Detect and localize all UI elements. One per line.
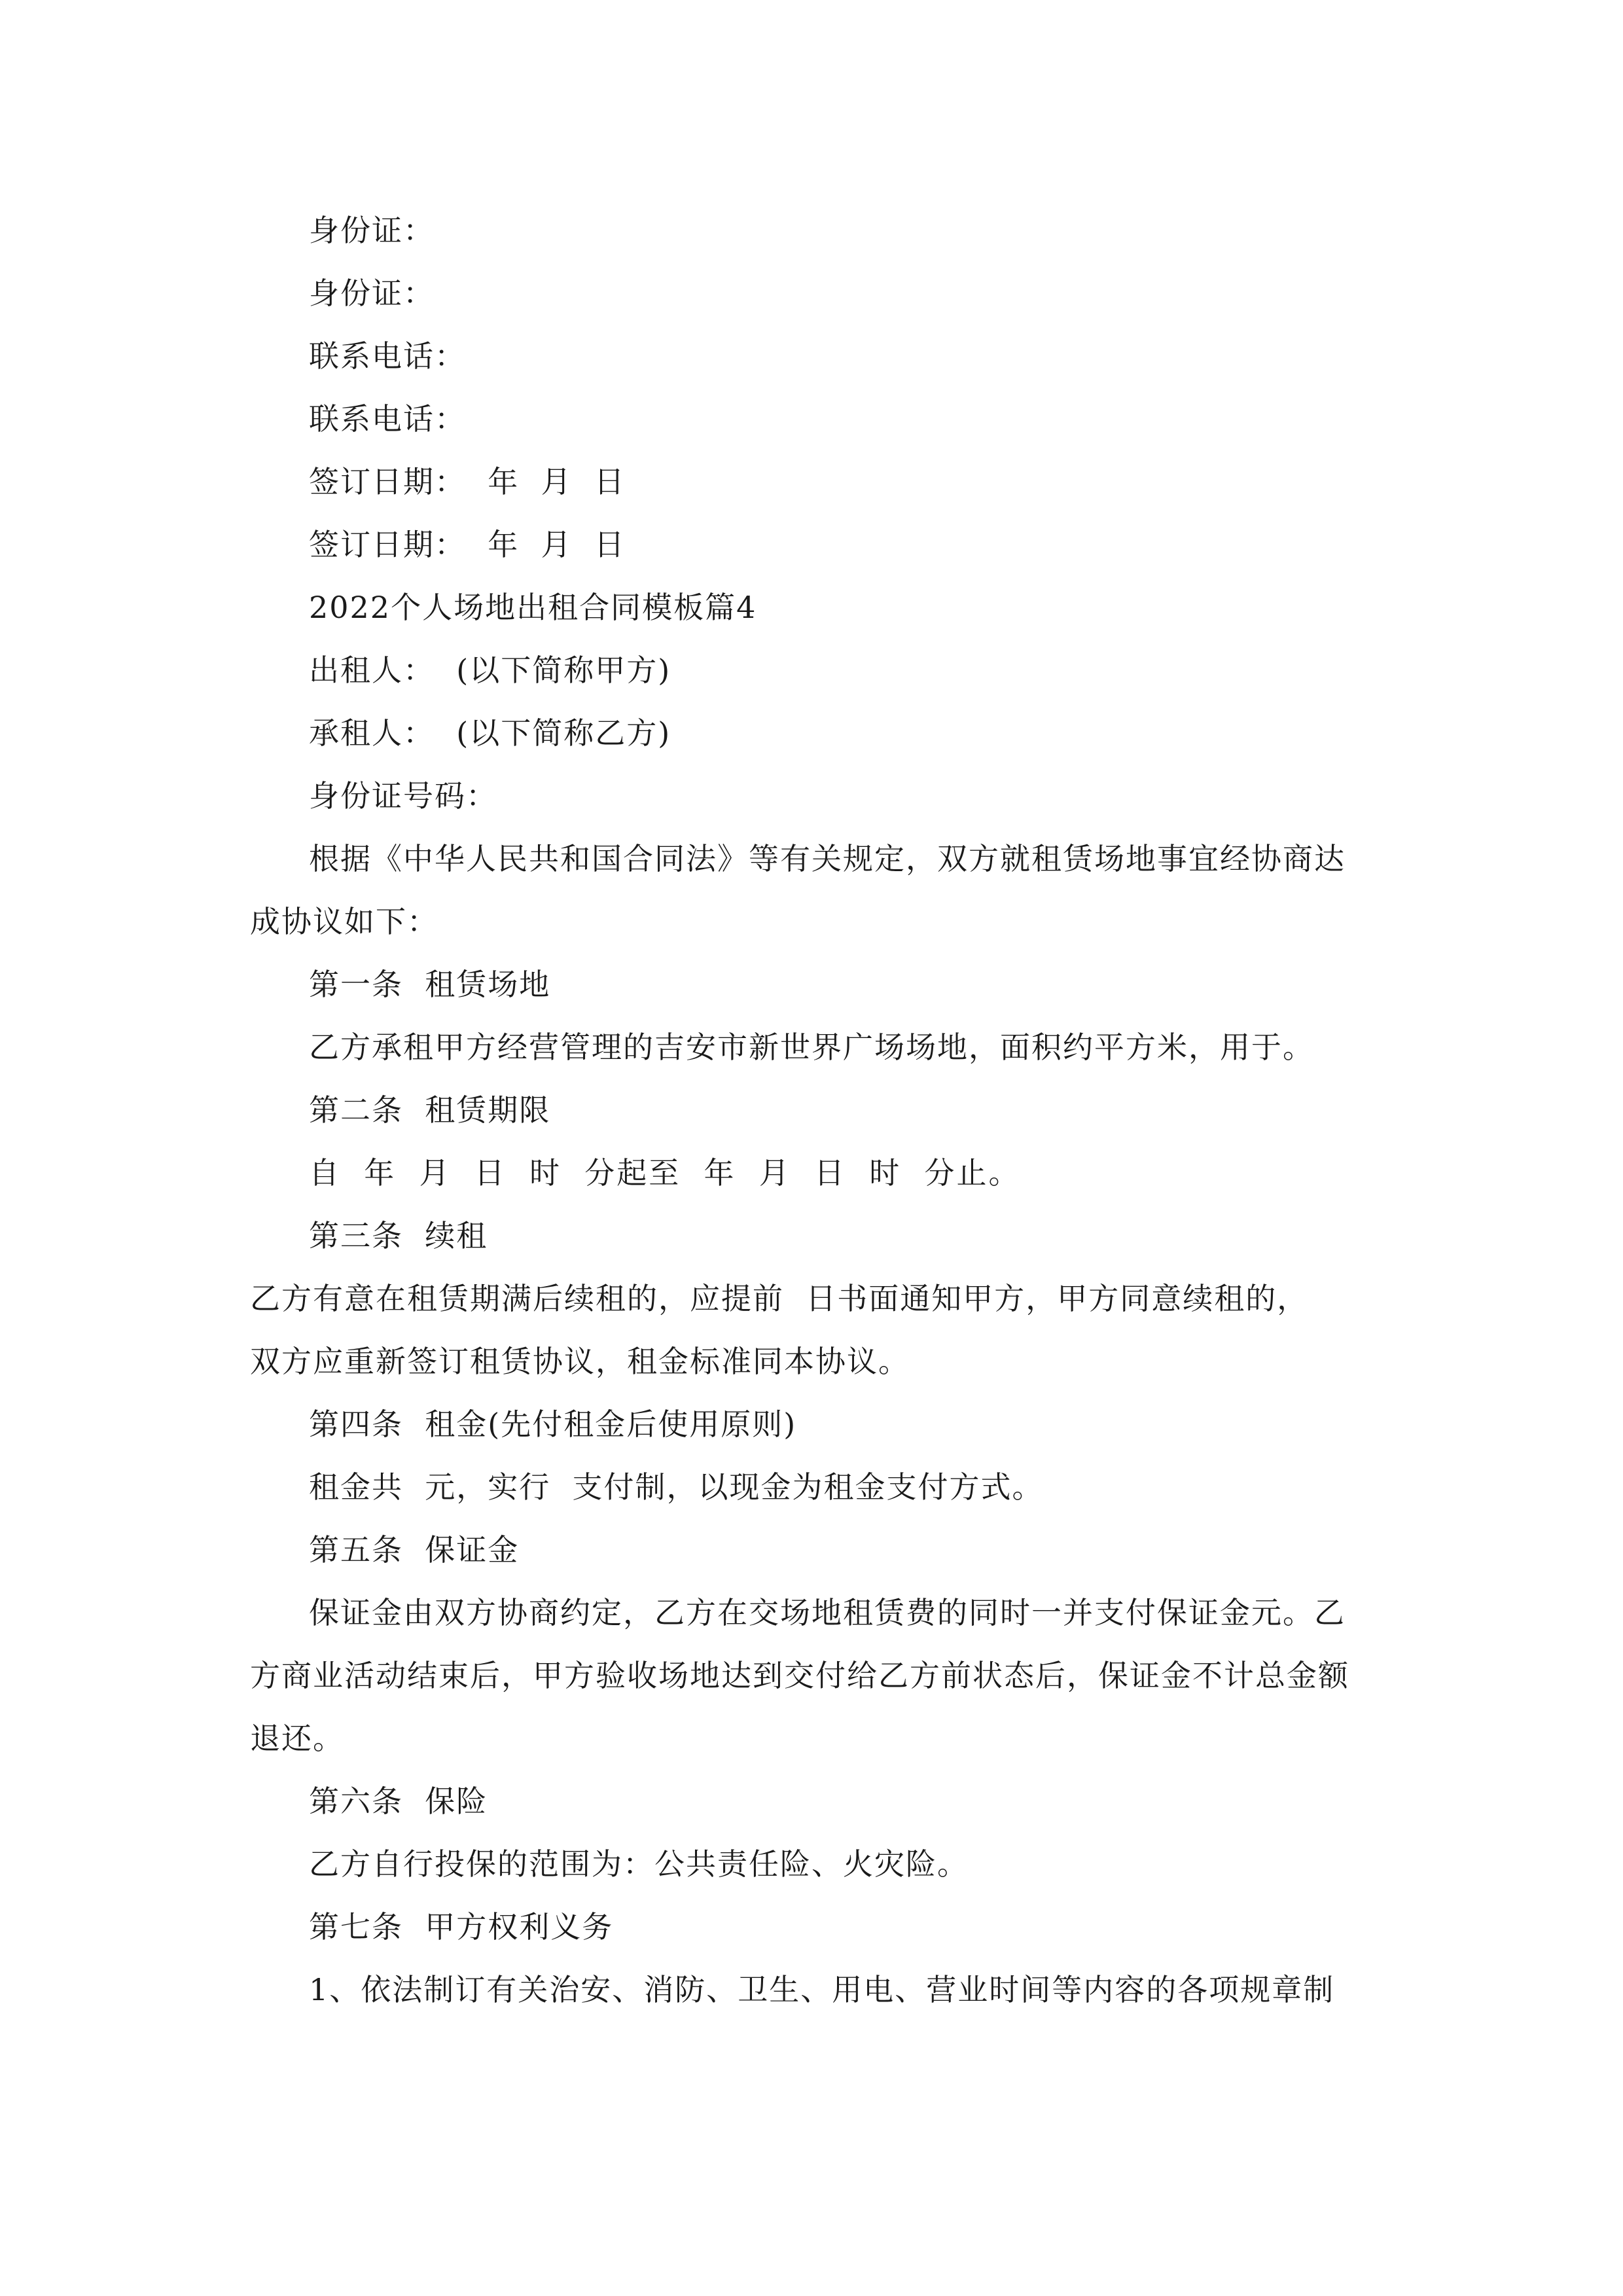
article-7-heading: 第七条 甲方权利义务 — [309, 1909, 614, 1945]
article-5-body-line-1: 保证金由双方协商约定，乙方在交场地租赁费的同时一并支付保证金元。乙 — [309, 1595, 1346, 1630]
article-3-heading: 第三条 续租 — [309, 1218, 488, 1253]
preamble-line-2: 成协议如下： — [250, 904, 438, 939]
article-3-body-line-1: 乙方有意在租赁期满后续租的，应提前 日书面通知甲方，甲方同意续租的， — [250, 1281, 1309, 1316]
article-1-heading: 第一条 租赁场地 — [309, 967, 551, 1002]
article-5-body-line-3: 退还。 — [250, 1721, 344, 1756]
lessee-line: 承租人： (以下简称乙方) — [309, 715, 671, 751]
sign-date-line-1: 签订日期： 年 月 日 — [309, 464, 626, 499]
id-card-line-1: 身份证： — [309, 213, 435, 248]
article-4-body: 租金共 元，实行 支付制，以现金为租金支付方式。 — [309, 1469, 1044, 1505]
preamble-line-1: 根据《中华人民共和国合同法》等有关规定，双方就租赁场地事宜经协商达 — [309, 841, 1346, 876]
section-heading: 2022个人场地出租合同模板篇4 — [309, 590, 757, 625]
id-number-line: 身份证号码： — [309, 778, 497, 814]
article-2-body: 自 年 月 日 时 分起至 年 月 日 时 分止。 — [309, 1155, 1021, 1191]
lessor-line: 出租人： (以下简称甲方) — [309, 653, 671, 688]
article-2-heading: 第二条 租赁期限 — [309, 1092, 551, 1128]
phone-line-2: 联系电话： — [309, 401, 466, 437]
article-6-body: 乙方自行投保的范围为：公共责任险、火灾险。 — [309, 1846, 969, 1882]
id-card-line-2: 身份证： — [309, 276, 435, 311]
article-3-body-line-2: 双方应重新签订租赁协议，租金标准同本协议。 — [250, 1344, 910, 1379]
article-6-heading: 第六条 保险 — [309, 1784, 488, 1819]
sign-date-line-2: 签订日期： 年 月 日 — [309, 527, 626, 562]
article-5-heading: 第五条 保证金 — [309, 1532, 520, 1568]
article-1-body: 乙方承租甲方经营管理的吉安市新世界广场场地，面积约平方米，用于。 — [309, 1030, 1314, 1065]
article-5-body-line-2: 方商业活动结束后，甲方验收场地达到交付给乙方前状态后，保证金不计总金额 — [250, 1658, 1349, 1693]
article-4-heading: 第四条 租金(先付租金后使用原则) — [309, 1407, 797, 1442]
phone-line-1: 联系电话： — [309, 338, 466, 374]
article-7-item-1: 1、依法制订有关治安、消防、卫生、用电、营业时间等内容的各项规章制 — [309, 1972, 1335, 2007]
